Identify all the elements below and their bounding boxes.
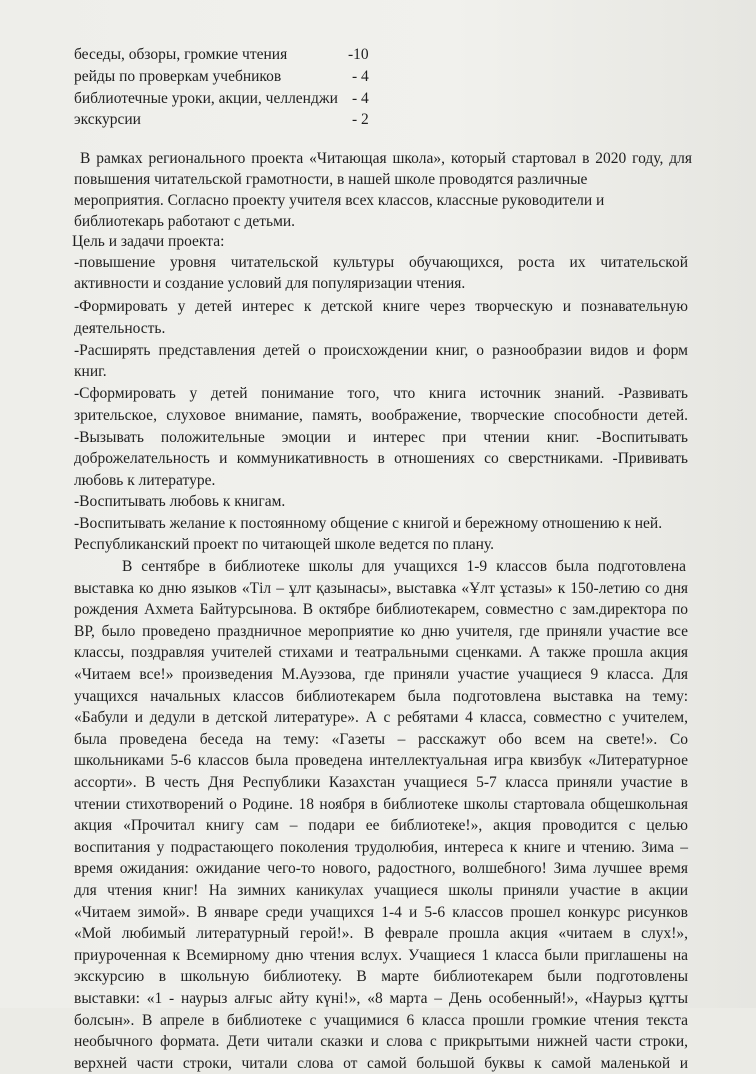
report-line: «Читаем все!» произведения М.Ауэзова, где приняли участие учащиеся 9 класса. Для <box>74 666 688 683</box>
goals-line: доброжелательность и коммуникативность в отношениях со сверстниками. -Прививать <box>74 450 688 467</box>
report-line: приуроченная к Всемирному дню чтения вслух. Учащиеся 1 класса были приглашены на <box>74 946 688 964</box>
goals-line: зрительское, слуховое внимание, память, воображение, творческие способности детей. <box>74 407 688 424</box>
report-line: выставки: «1 - наурыз алғыс айту күні!», «8 марта – День особенный!», «Наурыз құтты <box>74 990 688 1007</box>
report-line: экскурсию в школьную библиотеку. В марте библиотекарем были подготовлены <box>74 968 688 986</box>
report-line: В сентябре в библиотеке школы для учащихся 1-9 классов была подготовлена <box>122 558 686 575</box>
report-line: чтении стихотворений о Родине. 18 ноября в библиотеке школы стартовала общешкольная <box>74 795 688 813</box>
stat-value: -10 <box>348 46 369 63</box>
goals-line: любовь к литературе. <box>74 472 216 489</box>
report-line: болсын». В апреле в библиотеке с учащимися 6 класса прошли громкие чтения текста <box>74 1011 688 1029</box>
report-line: время ожидания: ожидание чего-то нового, радостного, волшебного! Зима лучшее время <box>74 860 688 878</box>
goals-line: -Воспитывать любовь к книгам. <box>74 493 286 510</box>
intro-line: повышения читательской грамотности, в нашей школе проводятся различные <box>74 171 588 188</box>
goals-line: -повышение уровня читательской культуры обучающихся, роста их читательской <box>74 254 688 271</box>
stat-value: - 4 <box>352 90 369 107</box>
report-line: выставка ко дню языков «Тіл – ұлт қазынасы», выставка «Ұлт ұстазы» к 150-летию со дня <box>74 579 688 597</box>
report-line: ассорти». В честь Дня Республики Казахстан учащиеся 5-7 класса приняли участие в <box>74 774 688 791</box>
report-line: верхней части строки, читали слова от самой большой буквы к самой маленькой и <box>74 1054 688 1072</box>
stat-label: рейды по проверкам учебников <box>74 68 282 85</box>
goals-line: -Воспитывать желание к постоянному общение с книгой и бережному отношению к ней. <box>74 515 663 532</box>
goals-line: деятельность. <box>74 320 166 337</box>
report-line: воспитания у подрастающего поколения трудолюбия, интереса к книге и чтению. Зима – <box>74 838 688 856</box>
report-line: школьниками 5-6 классов была проведена интеллектуальная игра квизбук «Литературное <box>74 752 688 770</box>
goals-line: -Сформировать у детей понимание того, что книга источник знаний. -Развивать <box>74 385 688 402</box>
goals-line: активности и создание условий для популяризации чтения. <box>74 275 466 292</box>
report-line: рождения Ахмета Байтурсынова. В октябре библиотекарем, совместно с зам.директора по <box>74 601 688 619</box>
goals-line: Цель и задачи проекта: <box>72 233 225 250</box>
stat-value: - 2 <box>352 111 369 128</box>
intro-line: библиотекарь работают с детьми. <box>74 213 296 230</box>
goals-line: -Расширять представления детей о происхождении книг, о разнообразии видов и форм <box>74 342 688 359</box>
report-line: «Мой любимый литературный герой!». В феврале прошла акция «читаем в слух!», <box>74 925 688 943</box>
intro-line: мероприятия. Согласно проекту учителя всех классов, классные руководители и <box>74 192 605 209</box>
report-line: для чтения книг! На зимних каникулах учащиеся школы приняли участие в акции <box>74 882 688 899</box>
report-line: «Читаем зимой». В январе среди учащихся 1-4 и 5-6 классов прошел конкурс рисунков <box>74 903 688 921</box>
goals-line: Республиканский проект по читающей школе ведется по плану. <box>74 536 494 553</box>
intro-line: В рамках регионального проекта «Читающая школа», который стартовал в 2020 году, для <box>80 150 692 167</box>
report-line: учащихся начальных классов библиотекарем была подготовлена выставка на тему: <box>74 687 688 705</box>
stat-label: библиотечные уроки, акции, челленджи <box>74 90 338 107</box>
goals-line: книг. <box>74 363 107 380</box>
goals-line: -Вызывать положительные эмоции и интерес при чтении книг. -Воспитывать <box>74 429 688 446</box>
stat-value: - 4 <box>352 68 369 85</box>
report-line: необычного формата. Дети читали сказки и слова с прикрытыми нижней части строки, <box>74 1033 688 1051</box>
report-line: классы, поздравляя учителей стихами и театральными сценками. А также прошла акция <box>74 644 688 662</box>
report-line: акция «Прочитал книгу сам – подари ее библиотеке!», акция проводится с целью <box>74 817 688 835</box>
goals-line: -Формировать у детей интерес к детской книге через творческую и познавательную <box>74 298 688 315</box>
stat-label: экскурсии <box>74 111 141 128</box>
report-line: была проведена беседа на тему: «Газеты – расскажут обо всем на свете!». Со <box>74 730 688 748</box>
stat-label: беседы, обзоры, громкие чтения <box>74 46 288 63</box>
report-line: ВР, было проведено праздничное мероприятие ко дню учителя, где приняли участие все <box>74 622 688 640</box>
report-line: «Бабули и дедули в детской литературе». А с ребятами 4 класса, совместно с учителем, <box>74 709 688 727</box>
